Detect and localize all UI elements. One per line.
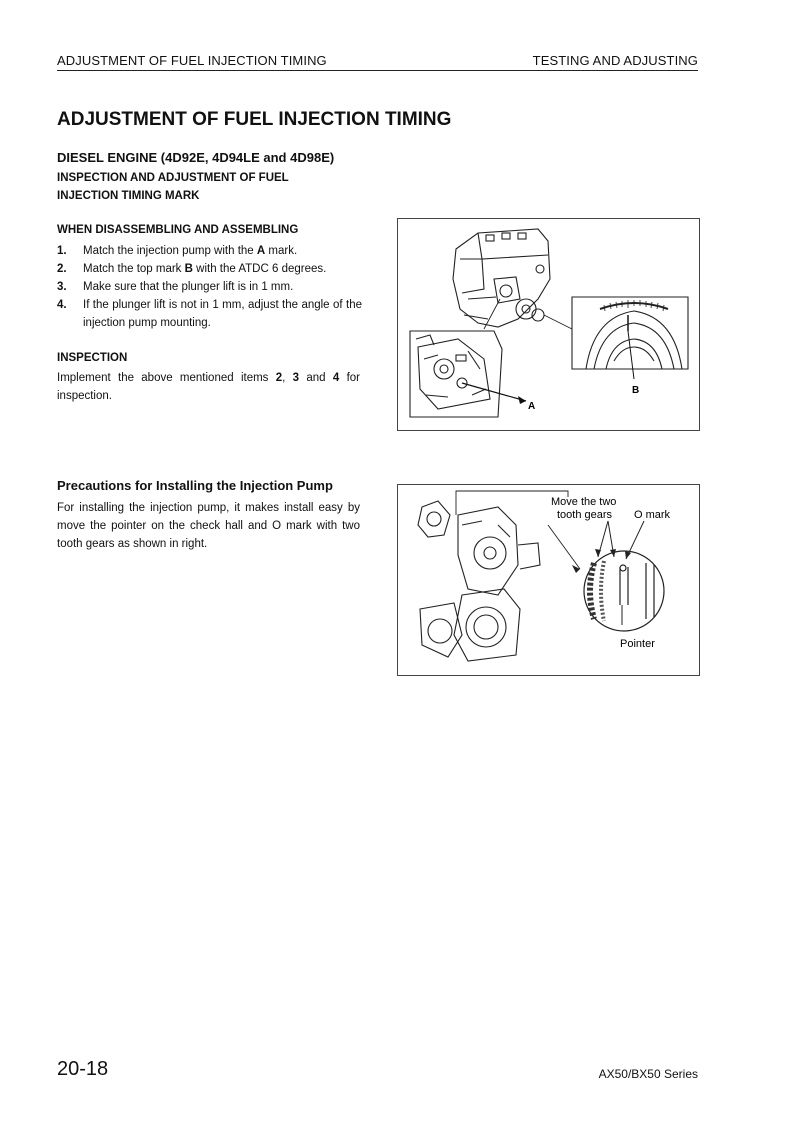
step-item	[57, 296, 362, 332]
callout-move-gears-line1: Move the two	[551, 496, 617, 508]
timing-mark-inset	[572, 297, 688, 369]
section-heading-line2: INJECTION TIMING MARK	[57, 190, 200, 202]
running-header-right: TESTING AND ADJUSTING	[532, 53, 698, 68]
callout-pointer: Pointer	[620, 638, 655, 650]
engine-illustration	[398, 219, 699, 430]
step-number: 1.	[57, 245, 67, 257]
step-item	[57, 260, 362, 278]
page-title: ADJUSTMENT OF FUEL INJECTION TIMING	[57, 109, 452, 130]
footer-series: AX50/BX50 Series	[598, 1067, 698, 1081]
step-text: If the plunger lift is not in 1 mm, adjust the angle of the injection pump mounting.	[83, 299, 362, 329]
step-text: Match the top mark B with the ATDC 6 degrees.	[83, 263, 327, 275]
running-header-left: ADJUSTMENT OF FUEL INJECTION TIMING	[57, 53, 327, 68]
section-heading-line1: INSPECTION AND ADJUSTMENT OF FUEL	[57, 172, 289, 184]
figure-label-a: A	[528, 401, 536, 412]
page-number: 20-18	[57, 1058, 109, 1080]
inspection-heading: INSPECTION	[57, 352, 128, 364]
injection-pump-figure	[397, 218, 700, 431]
engine-subtitle: DIESEL ENGINE (4D92E, 4D94LE and 4D98E)	[57, 150, 335, 165]
step-number: 3.	[57, 281, 67, 293]
precautions-heading: Precautions for Installing the Injection Pump	[57, 478, 333, 493]
callout-move-gears-line2: tooth gears	[557, 509, 613, 521]
assembling-heading: WHEN DISASSEMBLING AND ASSEMBLING	[57, 224, 299, 236]
step-item	[57, 242, 362, 260]
figure-label-b: B	[632, 385, 640, 396]
pointer-alignment-figure	[397, 484, 700, 676]
precautions-text: For installing the injection pump, it makes install easy by move the pointer on the check hall and O mark with two tooth gears as shown in right.	[57, 502, 360, 550]
callout-o-mark: O mark	[634, 509, 671, 521]
step-text: Match the injection pump with the A mark.	[83, 245, 298, 257]
step-number: 4.	[57, 299, 67, 311]
assembling-steps	[57, 242, 362, 332]
gear-alignment-illustration	[398, 485, 699, 675]
header-rule	[57, 70, 698, 71]
step-text: Make sure that the plunger lift is in 1 mm.	[83, 281, 294, 293]
step-number: 2.	[57, 263, 67, 275]
pump-closeup-inset	[410, 331, 502, 417]
step-item	[57, 278, 362, 296]
o-mark-closeup	[584, 551, 664, 631]
inspection-text: Implement the above mentioned items 2, 3 and 4 for inspection.	[57, 372, 361, 402]
